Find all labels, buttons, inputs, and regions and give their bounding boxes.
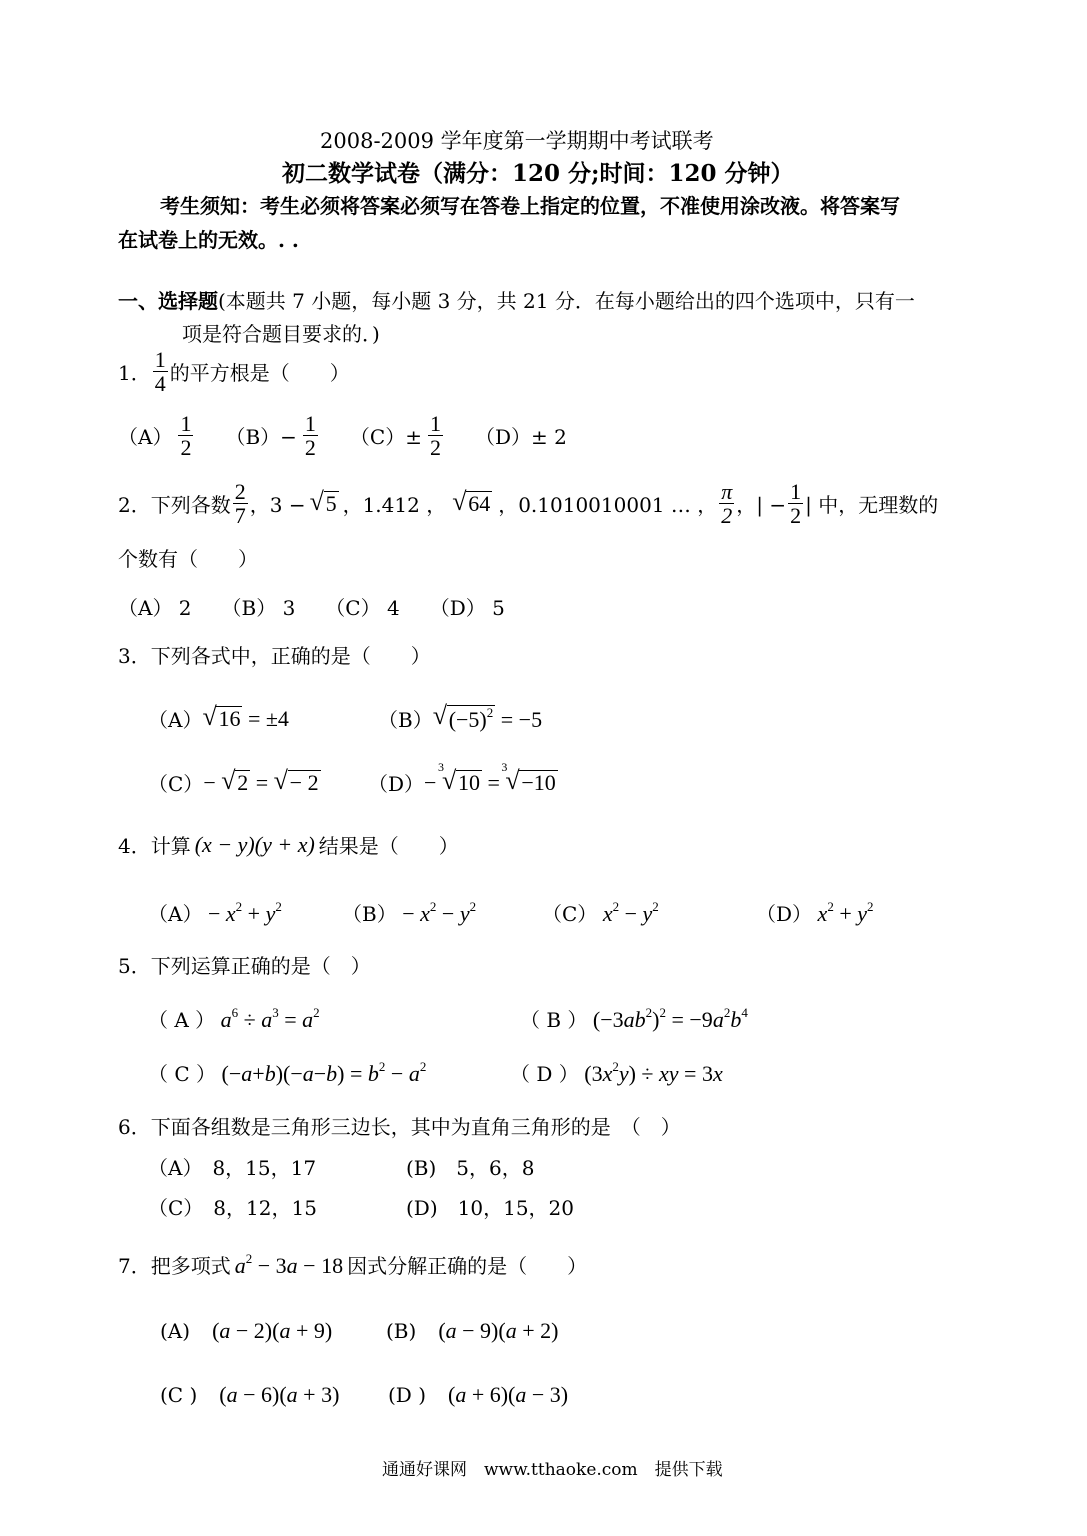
q5-option-a: （ A ） $a^6 \div a^3 = a^2$ xyxy=(148,1005,320,1032)
q6-option-d: (D) 10，15，20 xyxy=(406,1196,574,1220)
section-heading-rest: (本题共 7 小题，每小题 3 分，共 21 分．在每小题给出的四个选项中，只有一 xyxy=(218,289,915,313)
q3-option-a: （A） √ 16 = ±4 xyxy=(148,701,289,732)
q4-option-a: $(A) - x^2 + y^2$ xyxy=(148,899,282,926)
q6-option-c: （C） 8，12，15 xyxy=(148,1196,317,1220)
q6-option-a: （A） 8，15，17 xyxy=(148,1156,317,1180)
exam-subtitle: 初二数学试卷（满分：120 分;时间：120 分钟） xyxy=(282,160,794,187)
q2-line2: 个数有（ ） xyxy=(118,547,258,571)
q7-option-d: (D ) (a + 6)(a − 3) xyxy=(388,1382,569,1407)
q2-options: （A） 2 （B） 3 （C） 4 （D） 5 xyxy=(118,596,505,620)
question-6: 6．下面各组数是三角形三边长，其中为直角三角形的是 （ ） xyxy=(118,1115,681,1139)
question-1 xyxy=(118,348,350,395)
question-4: 4．计算 (x − y)(y + x) 结果是（ ） xyxy=(118,831,459,858)
q3-option-b: （B） √ $(-5)^2 = -5$ xyxy=(378,700,543,732)
q7-option-a: (A) (a − 2)(a + 9) xyxy=(160,1318,333,1343)
question-7: 7．把多项式 $a^2 - 3a - 18$ 因式分解正确的是（ ） xyxy=(118,1250,588,1278)
section-heading xyxy=(118,285,915,314)
q6-option-b: (B) 5，6，8 xyxy=(406,1156,535,1180)
q1-number: 1． xyxy=(118,361,151,386)
q5-option-b: （ B ） $(-3ab^2)^2 = -9a^2b^4$ xyxy=(520,1005,748,1032)
exam-title: 2008-2009 学年度第一学期期中考试联考 xyxy=(320,129,714,153)
q1-options: （A） $\frac{1}{2}$ （B）− $\frac{1}{2}$ （C）± $\frac{1}{2}$ （D）± 2 xyxy=(118,411,567,461)
q4-option-d: （D） $x^2 + y^2$ xyxy=(756,899,874,926)
q7-option-c: (C ) (a − 6)(a + 3) xyxy=(160,1382,340,1407)
q4-option-c: （C） $x^2 - y^2$ xyxy=(542,899,659,926)
question-5: 5．下列运算正确的是（ ） xyxy=(118,954,371,978)
q4-option-b: $(B) - x^2 - y^2$ xyxy=(342,899,477,926)
q1-stem: 的平方根是（ ） xyxy=(169,361,350,386)
q7-option-b: (B) (a − 9)(a + 2) xyxy=(386,1318,559,1343)
notice-line-1: 考生须知：考生必须将答案必须写在答卷上指定的位置，不准使用涂改液。将答案写 xyxy=(160,194,900,218)
q5-option-d: （ D ） $(3x^2y)$ ÷ xy = 3x xyxy=(510,1059,723,1086)
q1-fraction: $\frac{1}{4}$ xyxy=(154,347,166,397)
page-footer: 通通好课网 www.tthaoke.com 提供下载 xyxy=(382,1460,723,1480)
question-2: 2．下列各数 $\frac{2}{7}$ ，3 − √ 5 ，1.412 ， √ 64 ，0.1010010001 … ， $\frac{\pi}{2}$ ，| − $\frac{1}{2}$ | 中，无理数的 xyxy=(118,479,939,529)
notice-line-2: 在试卷上的无效。. . xyxy=(118,228,299,252)
q5-option-c: （ C ） $(-a+b)(-a-b) = b^2 - a^2$ xyxy=(148,1059,427,1086)
section-heading-bold: 一、选择题 xyxy=(118,289,218,313)
q3-option-c: （C） − √ 2 = √ − 2 xyxy=(148,765,319,796)
q3-option-d: （D） − 3 √ 10 = 3 √ −10 xyxy=(368,759,556,796)
question-3: 3．下列各式中，正确的是（ ） xyxy=(118,644,431,668)
section-heading-line2: 项是符合题目要求的．) xyxy=(182,322,380,346)
